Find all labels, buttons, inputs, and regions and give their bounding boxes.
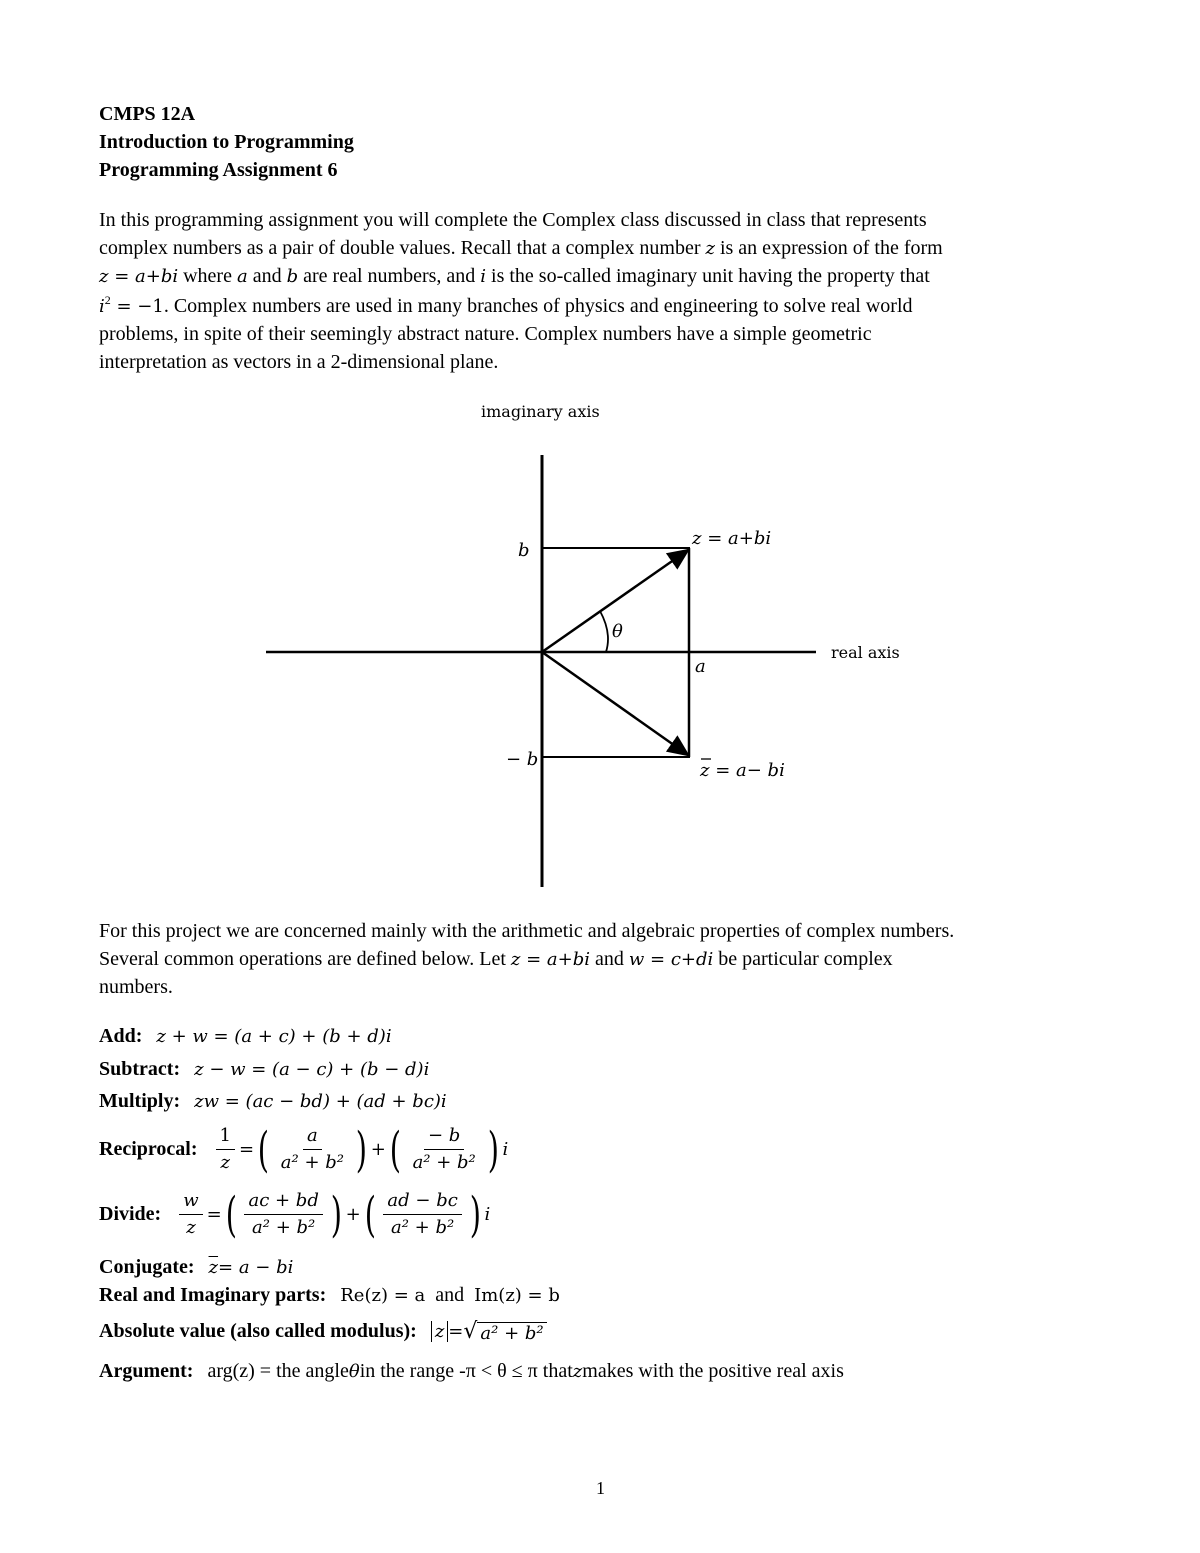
sqrt-expression bbox=[463, 1319, 546, 1344]
project-line-2-a: Several common operations are defined below. Let bbox=[99, 948, 506, 970]
div-paren-open-1: ( bbox=[225, 1186, 237, 1243]
var-z: z bbox=[705, 238, 715, 259]
operations-list bbox=[99, 1025, 1101, 1405]
project-line-1-text: For this project we are concerned mainly with the arithmetic and algebraic properties of complex numbers. bbox=[99, 920, 955, 942]
abs-z: z bbox=[431, 1321, 448, 1342]
div-term2-num: ad − bc bbox=[383, 1190, 461, 1215]
intro-line-3-c: are real numbers, and bbox=[298, 265, 481, 287]
real-axis-label: real axis bbox=[831, 643, 900, 662]
page-header bbox=[99, 100, 354, 184]
project-line-3: numbers. bbox=[99, 976, 173, 998]
var-a: a bbox=[236, 266, 248, 287]
op-multiply-label: Multiply: bbox=[99, 1090, 181, 1112]
var-i: i bbox=[480, 266, 487, 287]
zbar-vector bbox=[542, 652, 688, 755]
div-paren-open-2: ( bbox=[364, 1186, 376, 1243]
eq-w: w = c+di bbox=[628, 949, 714, 970]
op-conjugate bbox=[99, 1256, 293, 1279]
div-equals: = bbox=[206, 1204, 222, 1225]
arg-text-a: arg(z) = the angle bbox=[207, 1360, 349, 1382]
re-expr: Re(z) = a bbox=[340, 1285, 426, 1306]
intro-line-2-b: is an expression of the form bbox=[714, 237, 943, 259]
op-add-label: Add: bbox=[99, 1025, 143, 1047]
arg-text-b: in the range -π < θ ≤ π that bbox=[359, 1360, 573, 1382]
zbar-label: z = a− bi bbox=[700, 760, 785, 781]
project-line-2-b: be particular complex bbox=[718, 948, 893, 970]
complex-plane-diagram bbox=[250, 395, 930, 895]
rec-paren-open-2: ( bbox=[389, 1121, 401, 1178]
neg-b-label: − b bbox=[506, 749, 539, 770]
intro-paragraph bbox=[99, 206, 1101, 376]
eq-i: i bbox=[99, 296, 105, 317]
z-label: z = a+bi bbox=[692, 528, 772, 549]
op-real-imag bbox=[99, 1284, 560, 1307]
assignment-title: Programming Assignment 6 bbox=[99, 159, 338, 181]
arg-text-c: makes with the positive real axis bbox=[582, 1360, 844, 1382]
theta-label: θ bbox=[612, 621, 623, 642]
intro-line-1 bbox=[99, 206, 1101, 234]
op-multiply bbox=[99, 1090, 447, 1113]
page-number: 1 bbox=[596, 1478, 605, 1498]
sqrt-icon: √ bbox=[463, 1319, 478, 1344]
re-im-and: and bbox=[435, 1284, 465, 1306]
rec-lhs-num: 1 bbox=[216, 1125, 235, 1150]
div-term2-fraction bbox=[383, 1190, 461, 1239]
rec-equals: = bbox=[238, 1139, 255, 1160]
eq-z: z = a+bi bbox=[510, 949, 590, 970]
intro-line-2-a: complex numbers as a pair of double values. Recall that a complex number bbox=[99, 237, 706, 259]
intro-line-4-a: . Complex numbers are used in many branches of physics and engineering to solve real world bbox=[163, 295, 913, 317]
op-real-imag-label: Real and Imaginary parts: bbox=[99, 1284, 327, 1306]
sqrt-radicand: a² + b² bbox=[477, 1322, 546, 1344]
rec-paren-open-1: ( bbox=[257, 1121, 270, 1178]
rec-lhs-fraction bbox=[216, 1125, 235, 1174]
div-paren-close-2: ) bbox=[469, 1186, 481, 1243]
op-divide bbox=[99, 1186, 491, 1243]
intro-line-5-text: problems, in spite of their seemingly abstract nature. Complex numbers have a simple geometric bbox=[99, 323, 872, 345]
rec-term1-num: a bbox=[303, 1125, 322, 1150]
div-term1-den: a² + b² bbox=[252, 1217, 316, 1238]
op-subtract bbox=[99, 1058, 429, 1081]
project-line-1 bbox=[99, 917, 1101, 945]
rec-term1-fraction bbox=[277, 1125, 348, 1174]
eq-z-def: z = a+bi bbox=[99, 266, 179, 287]
intro-line-2 bbox=[99, 234, 1101, 262]
intro-line-1-text: In this programming assignment you will complete the Complex class discussed in class that represents bbox=[99, 209, 927, 231]
eq-i-value: = −1 bbox=[110, 296, 164, 317]
op-add bbox=[99, 1025, 392, 1048]
rec-term2-fraction bbox=[409, 1125, 480, 1174]
rec-term2-den: a² + b² bbox=[412, 1152, 476, 1173]
div-term1-fraction bbox=[244, 1190, 322, 1239]
op-multiply-expr: zw = (ac − bd) + (ad + bc)i bbox=[194, 1091, 447, 1112]
intro-line-5 bbox=[99, 320, 1101, 348]
div-plus: + bbox=[345, 1204, 361, 1225]
eq-i-exponent: 2 bbox=[104, 293, 111, 307]
theta-arc bbox=[600, 611, 608, 652]
intro-line-3-b: and bbox=[247, 265, 287, 287]
rec-lhs-den: z bbox=[220, 1152, 230, 1173]
conj-expr: = a − bi bbox=[218, 1257, 294, 1278]
a-label: a bbox=[695, 656, 706, 677]
div-paren-close-1: ) bbox=[330, 1186, 342, 1243]
var-b: b bbox=[286, 266, 299, 287]
b-label: b bbox=[518, 540, 530, 561]
div-lhs-den: z bbox=[186, 1217, 196, 1238]
project-line-2-and: and bbox=[595, 948, 624, 970]
arg-theta: θ bbox=[348, 1361, 360, 1382]
abs-equals: = bbox=[448, 1321, 464, 1342]
op-subtract-label: Subtract: bbox=[99, 1058, 181, 1080]
rec-term1-den: a² + b² bbox=[280, 1152, 344, 1173]
div-term2-den: a² + b² bbox=[391, 1217, 455, 1238]
div-lhs-fraction bbox=[179, 1190, 202, 1239]
rec-paren-close-2: ) bbox=[487, 1121, 499, 1178]
div-lhs-num: w bbox=[179, 1190, 202, 1215]
div-term1-num: ac + bd bbox=[244, 1190, 322, 1215]
course-title: Introduction to Programming bbox=[99, 131, 354, 153]
op-argument-label: Argument: bbox=[99, 1360, 194, 1382]
project-line-2 bbox=[99, 945, 1101, 973]
op-reciprocal bbox=[99, 1121, 509, 1178]
intro-line-6: interpretation as vectors in a 2-dimensional plane. bbox=[99, 351, 499, 373]
intro-line-4 bbox=[99, 292, 1101, 320]
course-code: CMPS 12A bbox=[99, 103, 196, 125]
op-absolute-value-label: Absolute value (also called modulus): bbox=[99, 1320, 417, 1342]
arg-z: z bbox=[572, 1361, 583, 1382]
div-i: i bbox=[484, 1204, 491, 1225]
op-subtract-expr: z − w = (a − c) + (b − d)i bbox=[194, 1059, 430, 1080]
op-reciprocal-label: Reciprocal: bbox=[99, 1138, 198, 1160]
intro-line-3-a: where bbox=[178, 265, 237, 287]
rec-plus: + bbox=[370, 1139, 386, 1160]
op-conjugate-label: Conjugate: bbox=[99, 1256, 195, 1278]
intro-line-3-d: is the so-called imaginary unit having the property that bbox=[486, 265, 930, 287]
conj-zbar: $\overline{z}$ bbox=[208, 1257, 219, 1278]
intro-line-3 bbox=[99, 262, 1101, 290]
rec-i: i bbox=[502, 1139, 509, 1160]
op-absolute-value bbox=[99, 1319, 547, 1344]
op-argument bbox=[99, 1360, 844, 1383]
rec-term2-num: − b bbox=[424, 1125, 464, 1150]
op-divide-label: Divide: bbox=[99, 1203, 162, 1225]
rec-paren-close-1: ) bbox=[355, 1121, 367, 1178]
project-paragraph bbox=[99, 917, 1101, 1001]
op-add-expr: z + w = (a + c) + (b + d)i bbox=[156, 1026, 392, 1047]
imaginary-axis-label: imaginary axis bbox=[481, 402, 600, 421]
im-expr: Im(z) = b bbox=[474, 1285, 560, 1306]
